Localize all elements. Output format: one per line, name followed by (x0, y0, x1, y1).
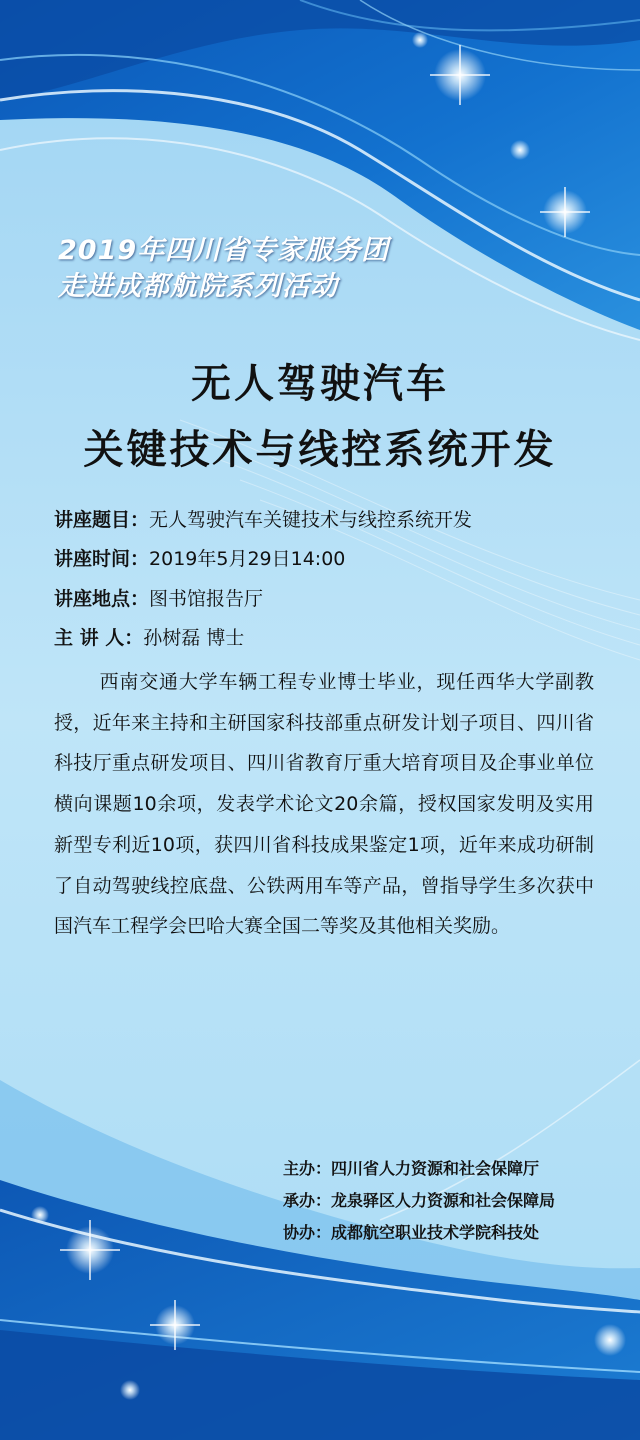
speaker-bio: 西南交通大学车辆工程专业博士毕业，现任西华大学副教授，近年来主持和主研国家科技部重点研发计划子项目、四川省科技厅重点研发项目、四川省教育厅重大培育项目及企事业单位横向课题10余项，发表学术论文20余篇，授权国家发明及实用新型专利近10项，获四川省科技成果鉴定1项，近年来成功研制了自动驾驶线控底盘、公铁两用车等产品，曾指导学生多次获中国汽车工程学会巴哈大赛全国二等奖及其他相关奖励。 (54, 671, 594, 938)
place-value: 图书馆报告厅 (149, 588, 264, 610)
lecture-title-line-2: 关键技术与线控系统开发 (83, 426, 557, 473)
co-organizer: 协办：成都航空职业技术学院科技处 (283, 1223, 540, 1242)
speaker-label: 主 讲 人： (54, 627, 144, 649)
series-title-line-1: 2019年四川省专家服务团 (58, 235, 390, 266)
place-label: 讲座地点： (54, 588, 150, 610)
lecture-title-line-1: 无人驾驶汽车 (191, 360, 449, 407)
host-organization: 主办：四川省人力资源和社会保障厅 (283, 1159, 540, 1178)
time-label: 讲座时间： (54, 548, 150, 570)
organizing-unit: 承办：龙泉驿区人力资源和社会保障局 (283, 1191, 556, 1210)
topic-label: 讲座题目： (54, 509, 150, 531)
speaker-value: 孙树磊 博士 (143, 627, 245, 649)
topic-row (54, 505, 594, 532)
place-row (54, 584, 594, 611)
speaker-row (54, 623, 594, 650)
series-title-line-2: 走进成都航院系列活动 (58, 271, 338, 302)
topic-value: 无人驾驶汽车关键技术与线控系统开发 (149, 509, 473, 531)
time-value: 2019年5月29日14:00 (149, 548, 346, 570)
time-row (54, 544, 594, 571)
